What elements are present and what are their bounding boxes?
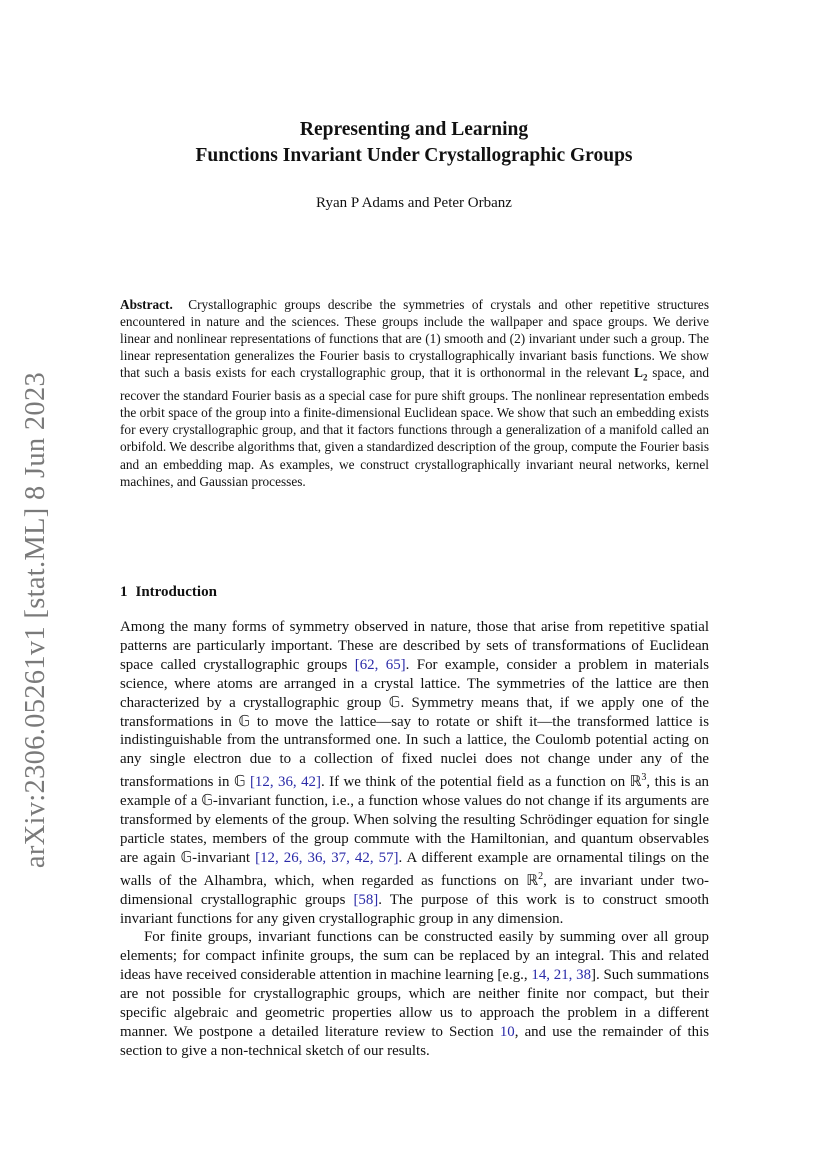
abstract-text-1: Crystallographic groups describe the symmetries of crystals and other repetitive structures encountered in nature and the sciences. These groups include the wallpaper and space groups. We derive linear and nonlinear representations of functions that are (1) smooth and (2) invariant under such a group. The linear representation generalizes the Fourier basis to crystallographically invariant basis functions. We show that such a basis exists for each crystallographic group, that it is orthonormal in the relevant <box>120 297 709 381</box>
title-line-2: Functions Invariant Under Crystallographic Groups <box>195 145 633 166</box>
arxiv-identifier: arXiv:2306.05261v1 [stat.ML] 8 Jun 2023 <box>20 371 51 869</box>
citation-link[interactable]: [58] <box>353 891 379 908</box>
title-line-1: Representing and Learning <box>299 119 529 140</box>
citation-link[interactable]: [62, 65] <box>354 656 406 673</box>
citation-link[interactable]: [12, 36, 42] <box>249 774 321 791</box>
citation-link[interactable]: 14, 21, 38 <box>531 967 592 984</box>
paragraph-2: For finite groups, invariant functions can be constructed easily by summing over all group elements; for compact infinite groups, the sum can be replaced by an integral. This and related ideas have received considerable attention in machine learning [e.g., 14, 21, 38]. Such summations are not possible for crystallographic groups, which are neither finite nor compact, but their specific algebraic and geometric properties allow us to approach the problem in a different manner. We postpone a detailed literature review to Section 10, and use the remainder of this section to give a non-technical sketch of our results. <box>120 929 710 1059</box>
section-heading-introduction <box>120 584 217 601</box>
section-reference-link[interactable]: 10 <box>499 1023 515 1040</box>
paper-title <box>0 117 828 169</box>
abstract-text-2: space, and recover the standard Fourier basis as a special case for pure shift groups. The nonlinear representation embeds the orbit space of the group into a finite-dimensional Euclidean space. We show that such an embedding exists for every crystallographic group, and that it factors functions through a generalization of a manifold called an orbifold. We describe algorithms that, given a standardized description of the group, compute the Fourier basis and an embedding map. As examples, we construct crystallographically invariant neural networks, kernel machines, and Gaussian processes. <box>120 365 710 489</box>
l2-space-symbol: $L_2$ <box>634 365 648 384</box>
author-list: Ryan P Adams and Peter Orbanz <box>316 195 512 211</box>
abstract-label: Abstract. <box>120 297 173 312</box>
section-number: 1 <box>120 584 128 600</box>
introduction-body <box>120 618 709 1061</box>
section-title: Introduction <box>135 584 217 600</box>
citation-link[interactable]: [12, 26, 36, 37, 42, 57] <box>255 849 399 866</box>
abstract <box>120 296 709 490</box>
paragraph-1: Among the many forms of symmetry observed in nature, those that arise from repetitive spatial patterns are particularly important. These are described by sets of transformations of Euclidean space called crystallographic groups [62, 65]. For example, consider a problem in materials science, where atoms are arranged in a crystal lattice. The symmetries of the lattice are then characterized by a crystallographic group 𝔾. Symmetry means that, if we apply one of the transformations in 𝔾 to move the lattice—say to rotate or shift it—the transformed lattice is indistinguishable from the untransformed one. In such a lattice, the Coulomb potential acting on any single electron due to a collection of fixed nuclei does not change under any of the transformations in 𝔾 [12, 36, 42]. If we think of the potential field as a function on ℝ$^3$, this is an example of a 𝔾-invariant function, i.e., a function whose values do not change if its arguments are transformed by elements of the group. When solving the resulting Schrödinger equation for single particle states, members of the group commute with the Hamiltonian, and quantum observables are again 𝔾-invariant [12, 26, 36, 37, 42, 57]. A different example are ornamental tilings on the walls of the Alhambra, which, when regarded as functions on ℝ$^2$, are invariant under two-dimensional crystallographic groups [58]. The purpose of this work is to construct smooth invariant functions for any given crystallographic group in any dimension. <box>120 619 710 927</box>
arxiv-sidebar <box>14 370 58 870</box>
